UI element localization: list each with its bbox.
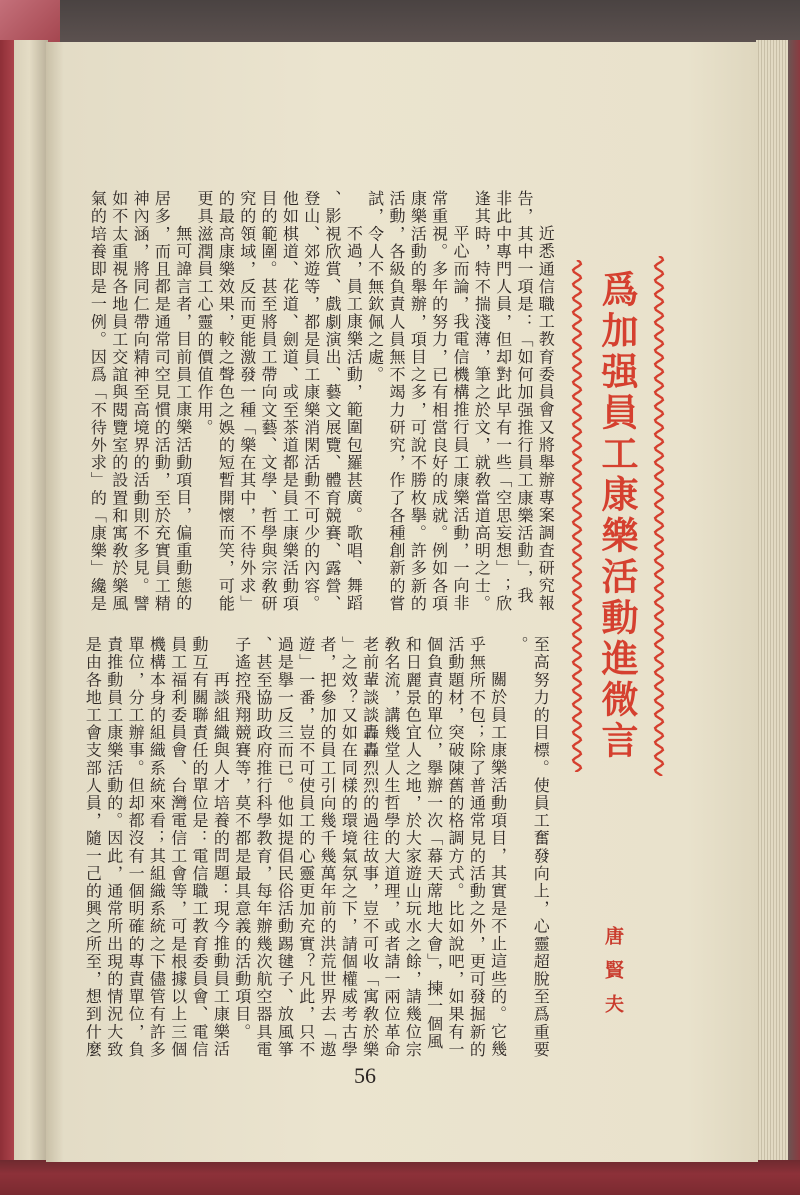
article-title: 爲加强員工康樂活動進微言 — [595, 270, 639, 762]
text-column: 逢其時，特不揣淺薄，筆之於文，就敎當道高明之士。 — [472, 190, 492, 613]
text-column: 機構本身的組織系統來看；其組織系統之下儘管有許多 — [147, 636, 167, 1059]
text-column: 平心而論，我電信機構推行員工康樂活動，一向非 — [450, 225, 470, 613]
text-column: 他如棋道、花道、劍道、或至茶道都是員工康樂活動項 — [280, 190, 300, 613]
text-column: 責推動員工康樂活動的。因此，通常所出現的情況大致 — [104, 636, 124, 1059]
body-text-upper — [87, 190, 556, 632]
text-column: 康樂活動的舉辦，項目之多，可說不勝枚擧。許多新的 — [408, 190, 428, 613]
top-background — [0, 0, 800, 46]
text-column: 乎無所不包；除了普通常見的活動之外，更可發掘新的 — [467, 636, 487, 1059]
text-column: 的最高康樂效果，較之聲色之娛的短暫開懷而笑，可能 — [216, 190, 236, 613]
binding-cloth-right — [788, 40, 800, 1195]
text-column: 無可諱言者，目前員工康樂活動項目，偏重動態的 — [173, 225, 193, 613]
text-column: 更具滋潤員工心靈的價值作用。 — [195, 190, 215, 437]
text-column: 常重視。多年的努力，已有相當良好的成就。例如各項 — [429, 190, 449, 613]
text-column: 者，把參加的員工引向幾千幾萬年前的洪荒世界去「遨 — [318, 636, 338, 1059]
text-column: 神內涵，將同仁帶向精神至高境界的活動則不多見。譬 — [131, 190, 151, 613]
text-column: 至高努力的目標。使員工奮發向上，心靈超脫至爲重要 — [531, 636, 551, 1059]
text-column: 登山、郊遊等，都是員工康樂消閑活動不可少的內容。 — [301, 190, 321, 613]
text-column: 活動題材，突破陳舊的格調方式。比如說吧，如果有一 — [445, 636, 465, 1059]
binding-cloth-bottom — [0, 1160, 800, 1195]
text-column: 試，令人不無欽佩之處。 — [365, 190, 385, 384]
text-column: 員工福利委員會、台灣電信工會等，可是根據以上三個 — [168, 636, 188, 1059]
text-column: 究的領域，反而更能激發一種「樂在其中，不待外求」 — [237, 190, 257, 613]
title-ornament-right — [649, 256, 669, 776]
text-column: 」之效？又如在同樣的環境氣氛之下，請個權威考古學 — [339, 636, 359, 1059]
text-column: 單位，分工辦事。但却都沒有一個明確的專責單位，負 — [126, 636, 146, 1059]
text-column: 、甚至協助政府推行科學教育，每年辦幾次航空器具電 — [254, 636, 274, 1059]
text-column: 居多，而且都是通常司空見慣的活動，至於充實員工精 — [152, 190, 172, 613]
text-column: 如不太重視各地員工交誼與閱覽室的設置和寓敎於樂風 — [109, 190, 129, 613]
text-column: 告，其中一項是：「如何加强推行員工康樂活動」，我 — [514, 190, 534, 605]
title-ornament-left — [567, 260, 587, 772]
text-column: 過是擧一反三而已。他如提倡民俗活動踢毽子、放風箏 — [275, 636, 295, 1059]
text-column: 關於員工康樂活動項目，其實是不止這些的。它幾 — [488, 671, 508, 1059]
page-stack-edges — [756, 40, 790, 1164]
article-author: 唐賢夫 — [602, 926, 624, 1028]
text-column: 近悉通信職工教育委員會又將舉辦專案調査研究報 — [536, 225, 556, 613]
facing-page-edge — [14, 40, 48, 1162]
page-number: 56 — [354, 1063, 376, 1088]
text-column: 活動，各級負責人員無不竭力研究，作了各種創新的嘗 — [387, 190, 406, 613]
text-column: 氣的培養即是一例。因爲「不待外求」的「康樂」纔是 — [88, 190, 108, 613]
text-column: 遊」一番，豈不可使員工的心靈更加充實？凡此，只不 — [296, 636, 316, 1059]
text-column: 。 — [509, 636, 529, 654]
text-column: 、影視欣賞、戲劇演出、藝文展覽、體育競賽、露營、 — [323, 190, 343, 613]
text-column: 老前輩談談轟轟烈烈的過往故事，豈不可收「寓敎於樂 — [360, 636, 380, 1059]
text-column: 目的範圍。甚至將員工帶向文藝、文學、哲學與宗敎研 — [259, 190, 279, 613]
text-column: 動互有關聯責任的單位是：電信職工教育委員會、電信 — [190, 636, 210, 1059]
text-column: 是由各地工會支部人員，隨一己的興之所至，想到什麼 — [83, 636, 103, 1059]
text-column: 不過，員工康樂活動，範圍包羅甚廣。歌唱、舞蹈 — [344, 225, 364, 613]
body-text-lower — [82, 636, 551, 1078]
text-column: 子遙控飛翔競賽等，莫不都是最具意義的活動項目。 — [232, 636, 252, 1041]
text-column: 個負責的單位，擧辦一次「幕天蓆地大會」，揀一個風 — [424, 636, 444, 1051]
text-column: 再談組織與人才培養的問題：現今推動員工康樂活 — [211, 671, 231, 1059]
text-column: 敎名流，講幾堂人生哲學的大道理，或者請一兩位革命 — [382, 636, 401, 1059]
text-column: 非此中專門人員，但却對此早有一些「空思妄想」；欣 — [493, 190, 513, 613]
text-column: 和日麗景色宜人之地，於大家遊山玩水之餘，請幾位宗 — [403, 636, 423, 1059]
